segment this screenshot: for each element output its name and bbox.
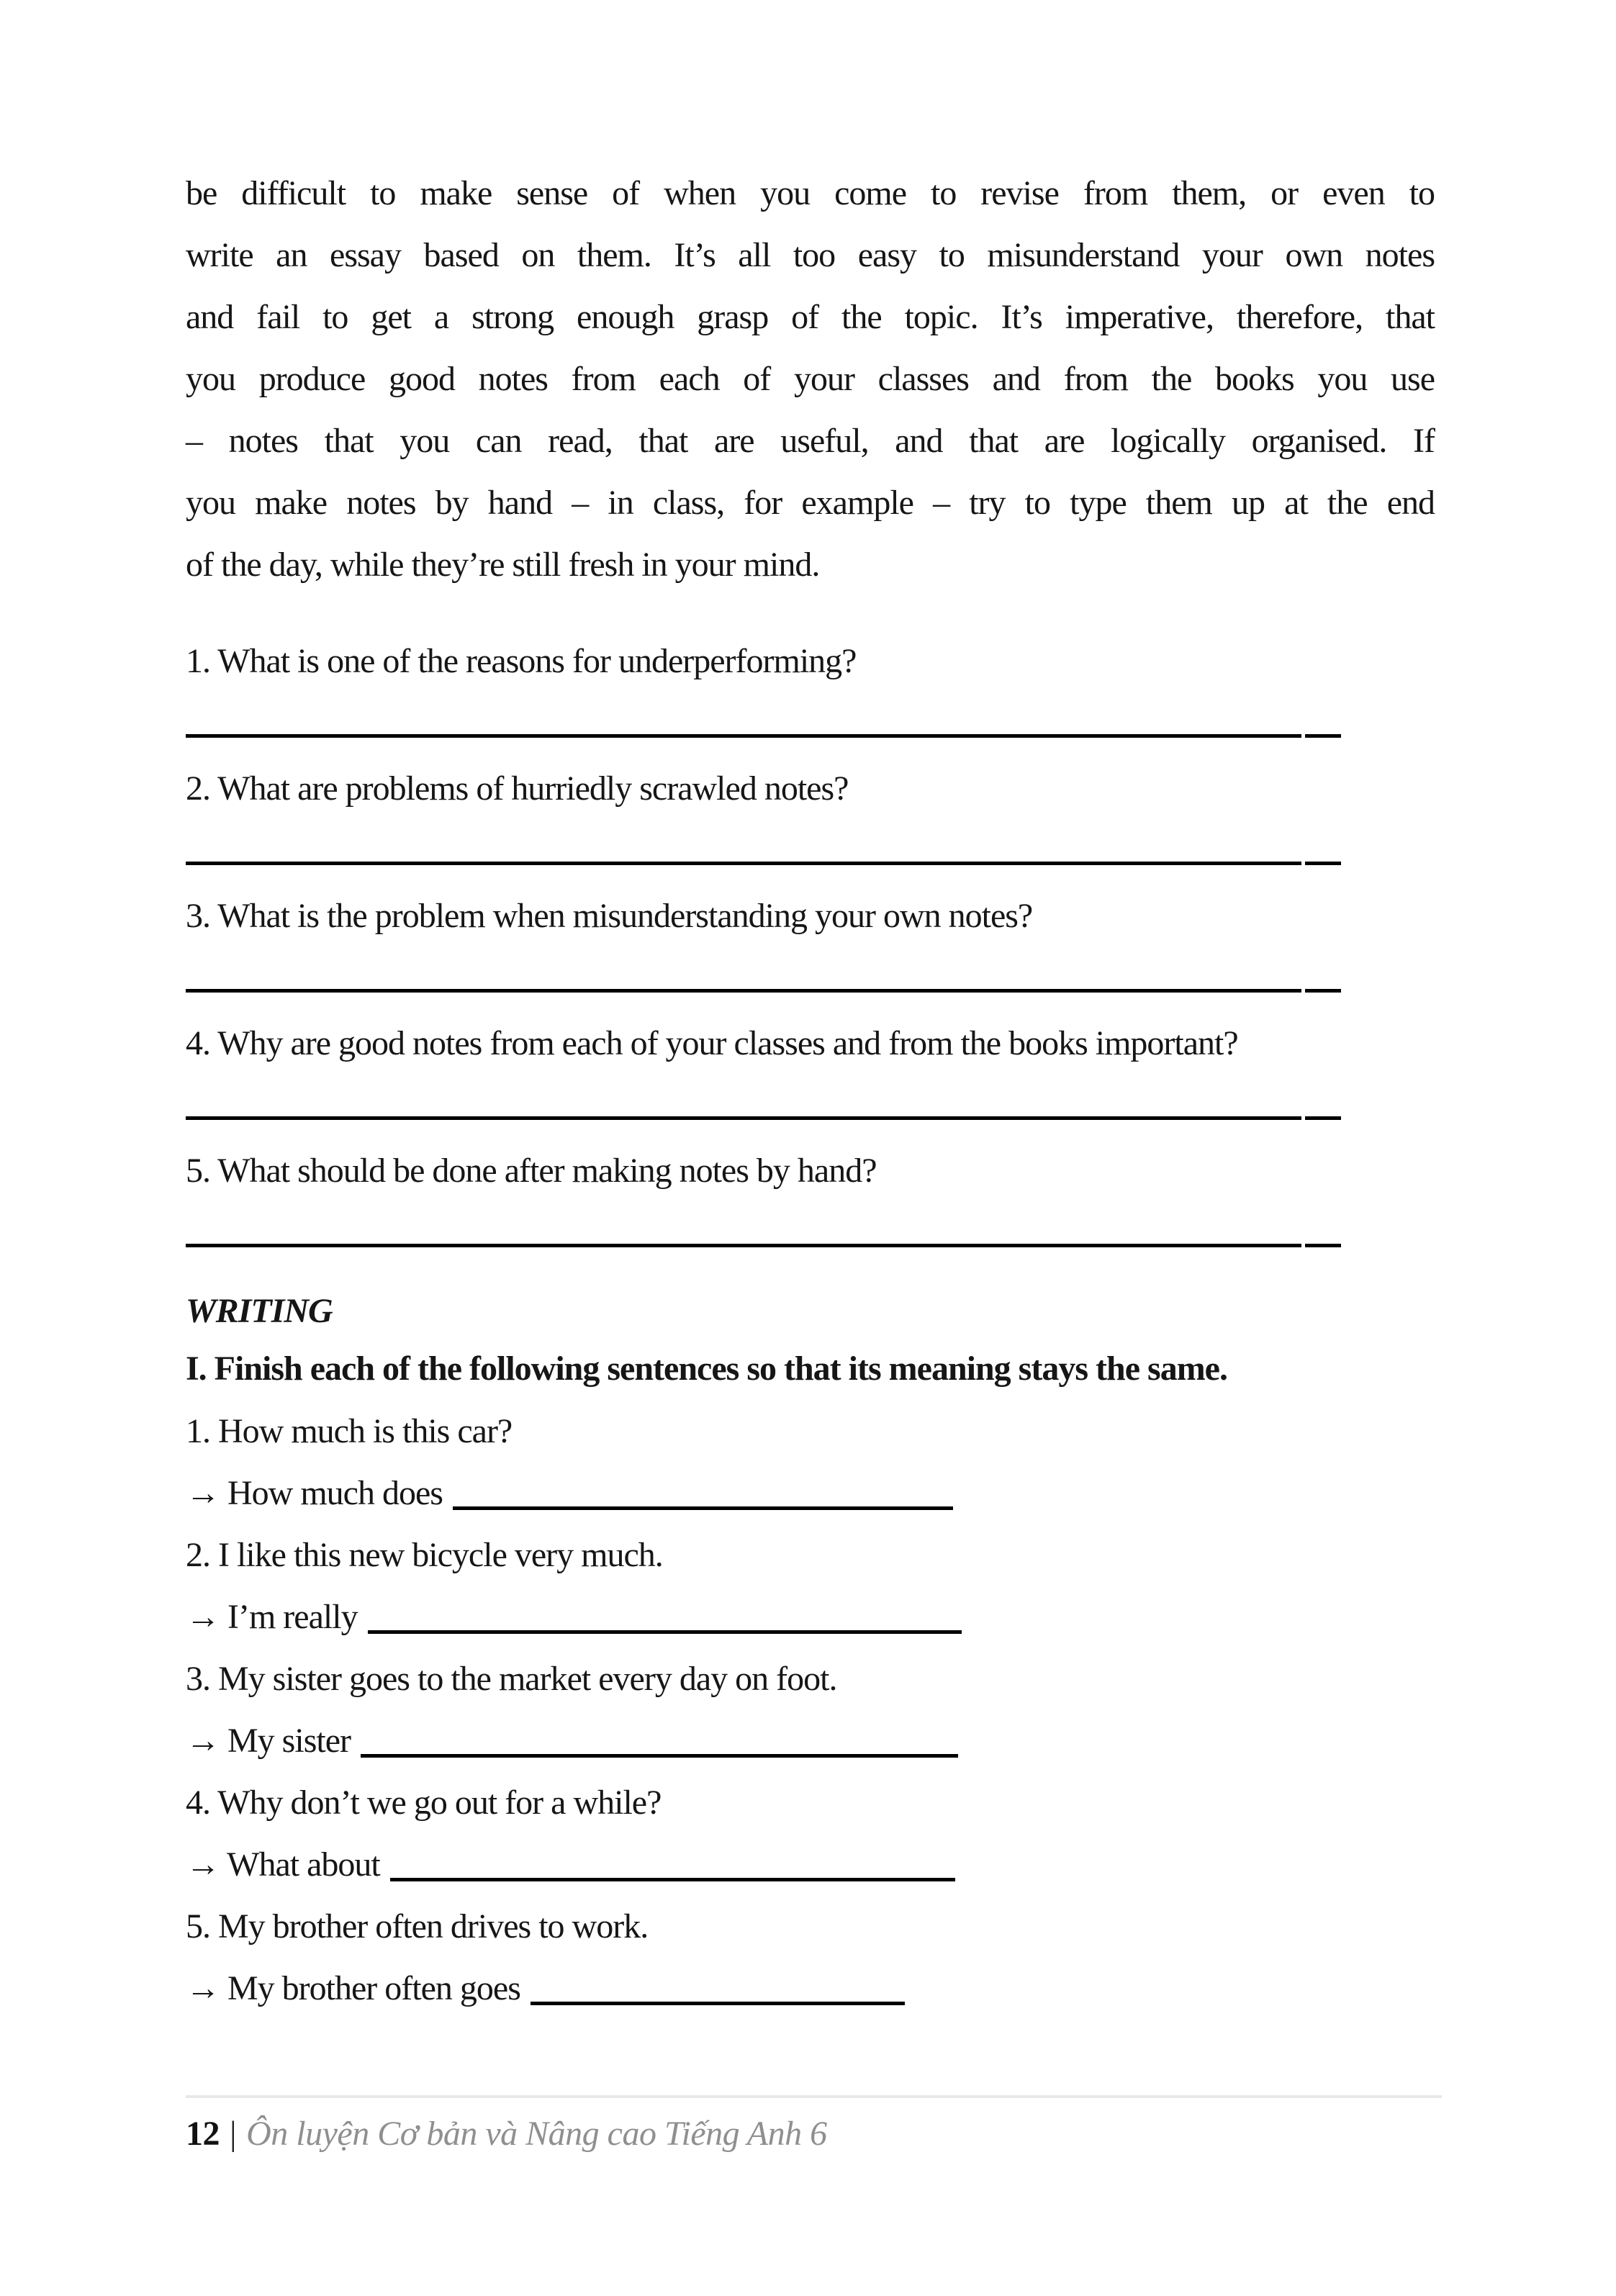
writing-exercises [186,1401,1435,2020]
blank-line-segment [1305,862,1341,865]
answer-blank-line-4 [186,1116,1435,1120]
rewrite-blank [453,1506,953,1510]
answer-blank-line-1 [186,734,1435,738]
footer-divider [186,2095,1442,2098]
book-title: Ôn luyện Cơ bản và Nâng cao Tiếng Anh 6 [246,2115,827,2153]
page-number: 12 [186,2115,220,2153]
blank-line-segment [186,989,1301,993]
answer-blank-line-5 [186,1244,1435,1247]
answer-blank-line-3 [186,989,1435,993]
blank-line-segment [186,1244,1301,1247]
reading-question-5: 5. What should be done after making notes by hand? [186,1152,877,1190]
passage-line: and fail to get a strong enough grasp of the topic. It’s imperative, therefore, that [186,298,1435,336]
writing-prompt-2: 2. I like this new bicycle very much. [186,1536,663,1574]
blank-line-segment [1305,734,1341,738]
writing-section-heading: WRITING [186,1292,333,1330]
answer-blank-line-2 [186,862,1435,865]
passage-line: you produce good notes from each of your classes and from the books you use [186,360,1435,398]
rewrite-blank [531,2002,905,2005]
reading-question-2: 2. What are problems of hurriedly scrawled notes? [186,769,849,808]
writing-prompt-1: 1. How much is this car? [186,1412,513,1450]
page-footer [186,2114,1435,2153]
writing-prompt-4: 4. Why don’t we go out for a while? [186,1784,662,1822]
rewrite-prefix: → What about [186,1845,380,1884]
reading-passage [186,163,1435,596]
blank-line-segment [1305,1244,1341,1247]
rewrite-prefix: → How much does [186,1474,443,1512]
writing-prompt-5: 5. My brother often drives to work. [186,1907,649,1945]
passage-line: be difficult to make sense of when you come to revise from them, or even to [186,174,1435,212]
writing-rewrite-5 [186,1958,1435,2020]
rewrite-blank [390,1878,955,1881]
passage-line: – notes that you can read, that are useful, and that are logically organised. If [186,422,1435,460]
blank-line-segment [186,1116,1301,1120]
blank-line-segment [186,734,1301,738]
reading-question-3: 3. What is the problem when misunderstanding your own notes? [186,897,1033,935]
blank-line-segment [186,862,1301,865]
rewrite-prefix: → My brother often goes [186,1969,520,2007]
reading-question-1: 1. What is one of the reasons for underperforming? [186,642,857,680]
passage-line: write an essay based on them. It’s all too easy to misunderstand your own notes [186,236,1435,274]
rewrite-prefix: → My sister [186,1722,351,1760]
passage-line: you make notes by hand – in class, for example – try to type them up at the end [186,484,1435,522]
writing-instruction: I. Finish each of the following sentences so that its meaning stays the same. [186,1350,1227,1388]
rewrite-prefix: → I’m really [186,1598,358,1636]
rewrite-blank [361,1754,958,1758]
rewrite-blank [368,1630,962,1634]
writing-rewrite-2 [186,1586,1435,1648]
blank-line-segment [1305,989,1341,993]
writing-rewrite-4 [186,1834,1435,1896]
writing-prompt-3: 3. My sister goes to the market every day on foot. [186,1660,837,1698]
writing-rewrite-3 [186,1710,1435,1772]
blank-line-segment [1305,1116,1341,1120]
reading-question-4: 4. Why are good notes from each of your classes and from the books important? [186,1024,1238,1062]
writing-rewrite-1 [186,1463,1435,1524]
footer-separator: | [230,2115,237,2153]
reading-questions [186,643,1435,1247]
passage-line: of the day, while they’re still fresh in your mind. [186,546,820,584]
